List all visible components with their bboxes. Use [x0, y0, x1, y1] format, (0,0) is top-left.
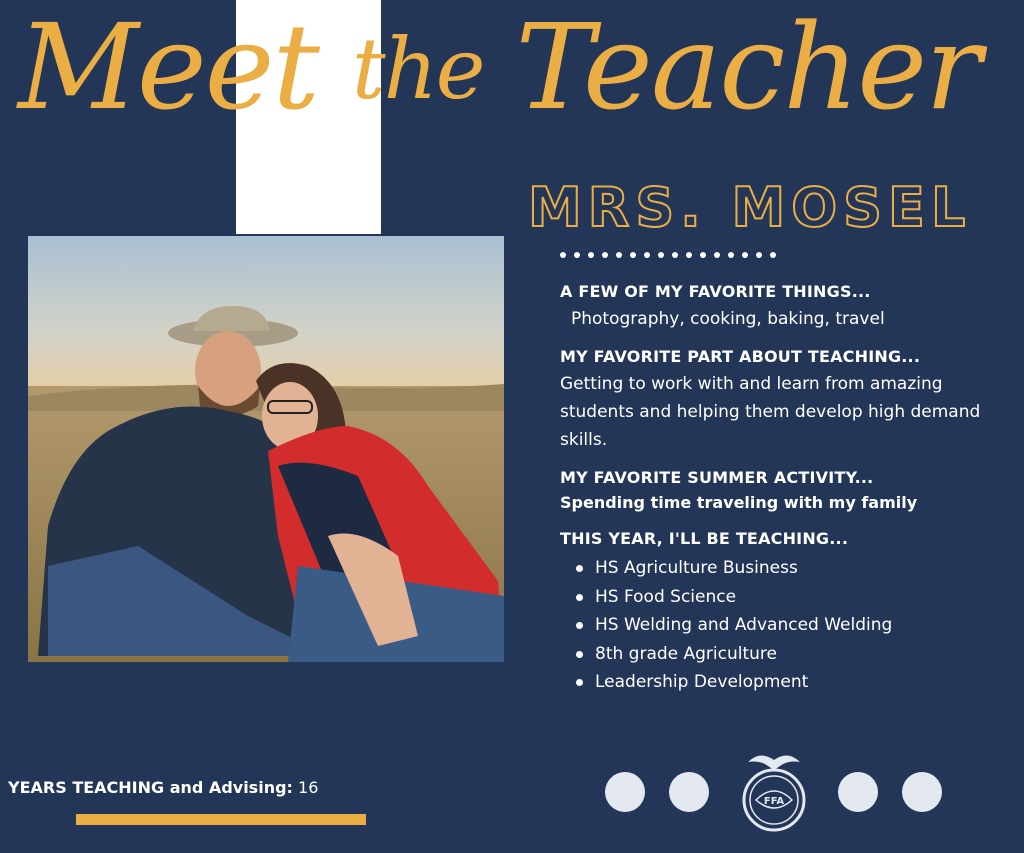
favorite-part-heading: MY FAVORITE PART ABOUT TEACHING...: [560, 347, 921, 366]
teaching-heading: THIS YEAR, I'LL BE TEACHING...: [560, 529, 849, 548]
summer-activity-body: Spending time traveling with my family: [560, 493, 918, 512]
years-teaching-value: 16: [298, 778, 319, 797]
favorite-part-body: Getting to work with and learn from amazing students and helping them develop high demand skills.: [560, 374, 981, 450]
summer-activity-heading: MY FAVORITE SUMMER ACTIVITY...: [560, 468, 874, 487]
ffa-emblem-icon: [740, 748, 808, 832]
decorative-circle: [669, 772, 709, 812]
years-teaching: [8, 778, 318, 797]
favorite-things-heading: A FEW OF MY FAVORITE THINGS...: [560, 282, 871, 301]
course-item: HS Food Science: [574, 583, 1010, 612]
title-word-teacher: Teacher: [515, 0, 980, 136]
course-item: 8th grade Agriculture: [574, 640, 1010, 669]
decorative-circle: [605, 772, 645, 812]
course-item: HS Agriculture Business: [574, 554, 1010, 583]
title-word-meet: Meet: [18, 0, 318, 136]
favorite-things-body: Photography, cooking, baking, travel: [571, 309, 885, 329]
years-teaching-label: YEARS TEACHING and Advising:: [8, 778, 293, 797]
ffa-emblem-text: FFA: [763, 796, 785, 807]
title-word-the: the: [351, 20, 484, 118]
decorative-circle: [838, 772, 878, 812]
teacher-name: MRS. MOSEL: [528, 176, 972, 239]
decorative-circle: [902, 772, 942, 812]
years-underline-bar: [76, 814, 366, 825]
divider-dots: [560, 252, 776, 258]
teacher-info: [560, 282, 1010, 697]
teacher-photo: [28, 236, 504, 662]
course-item: Leadership Development: [574, 668, 1010, 697]
course-list: [560, 554, 1010, 697]
course-item: HS Welding and Advanced Welding: [574, 611, 1010, 640]
page-title: [18, 0, 980, 136]
